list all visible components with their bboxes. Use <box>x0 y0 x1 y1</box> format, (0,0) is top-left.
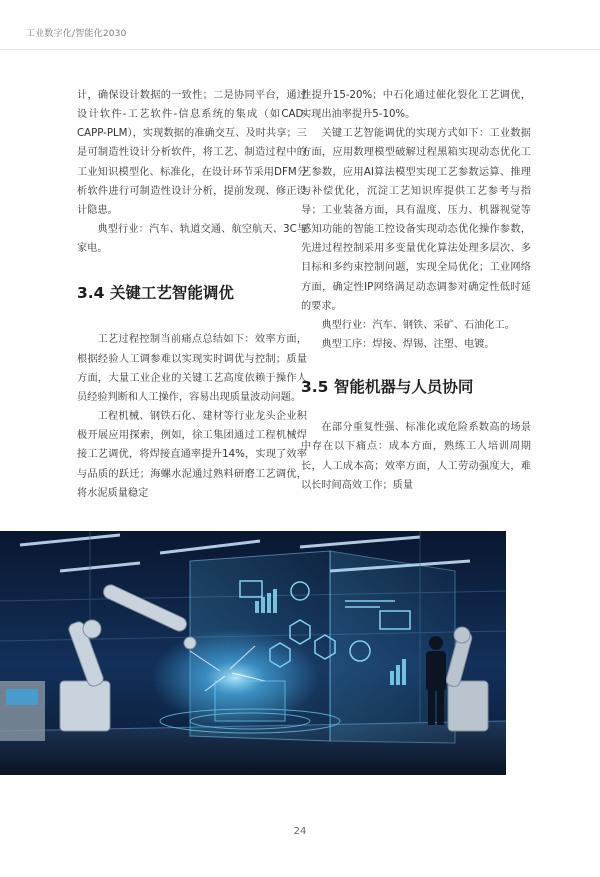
body-paragraph: 关键工艺智能调优的实现方式如下：工业数据方面，应用数理模型破解过程黑箱实现动态优化工艺参数，应用AI算法模型实现工艺参数运算、推理与补偿优化，沉淀工艺知识库提供工艺参考与指导；工业装备方面，具有温度、压力、机器视觉等感知功能的智能工控设备实现动态优化操作参数，先进过程控制采用多变量优化算法处理多层次、多目标和多约束控制问题，实现全局优化；工业网络方面，确定性IP网络满足动态调参对确定性低时延的要求。 <box>301 128 531 312</box>
section-heading-3-5: 3.5 智能机器与人员协同 <box>301 378 474 397</box>
body-paragraph: 工艺过程控制当前痛点总结如下：效率方面，根据经验人工调参难以实现实时调优与控制；质量方面，大量工业企业的关键工艺高度依赖于操作人员经验判断和人工操作，容易出现质量波动问题。 <box>77 334 307 403</box>
page-number: 24 <box>293 826 307 837</box>
running-header-title: 工业数字化/智能化2030 <box>26 29 127 39</box>
body-paragraph: 性提升15-20%；中石化通过催化裂化工艺调优，实现出油率提升5-10%。 <box>301 90 531 121</box>
typical-industries-paragraph: 典型行业：汽车、钢铁、采矿、石油化工。 <box>321 319 515 331</box>
body-paragraph: 工程机械、钢铁石化、建材等行业龙头企业积极开展应用探索，例如，徐工集团通过工程机械焊接工艺调优，将焊接直通率提升14%，实现了效率与品质的跃迁；海螺水泥通过熟料研磨工艺调优，将水泥质量稳定 <box>77 411 307 499</box>
section-heading-3-4: 3.4 关键工艺智能调优 <box>77 284 234 303</box>
body-paragraph: 在部分重复性强、标准化或危险系数高的场景中存在以下痛点：成本方面，熟练工人培训周期长，人工成本高；效率方面，人工劳动强度大，难以长时间高效工作；质量 <box>301 422 531 491</box>
body-paragraph: 计，确保设计数据的一致性；二是协同平台，通过设计软件-工艺软件-信息系统的集成（如CAD-CAPP-PLM），实现数据的准确交互、及时共享；三是可制造性设计分析软件，将工艺、制造过程中的工业知识模型化、标准化，在设计环节采用DFM分析软件进行可制造性设计分析，提前发现、修正设计隐患。 <box>77 90 307 216</box>
typical-processes-paragraph: 典型工序：焊接、焊锡、注塑、电镀。 <box>321 339 495 351</box>
left-text-column <box>77 86 307 503</box>
right-text-column <box>301 86 531 495</box>
header-divider <box>0 49 600 50</box>
typical-industries-paragraph: 典型行业：汽车、轨道交通、航空航天、3C与家电。 <box>77 224 307 255</box>
smart-factory-illustration <box>0 531 506 775</box>
